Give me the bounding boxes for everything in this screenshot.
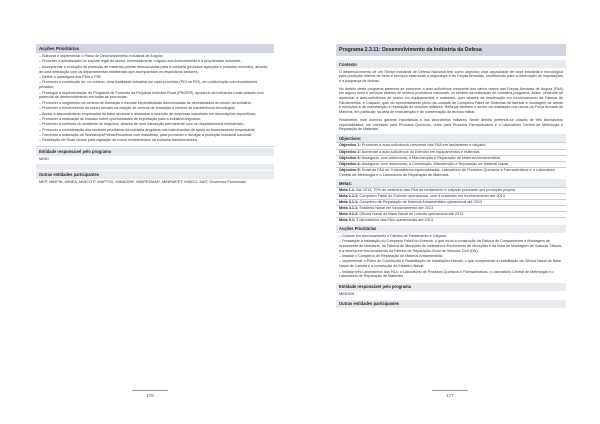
acoes-list xyxy=(336,233,566,282)
objectivos-heading: Objectivos: xyxy=(336,134,566,142)
meta-row-text: Oficina Naval da Base Naval de Luanda operacional até 2013 xyxy=(358,212,464,217)
spacer-bar xyxy=(36,164,274,170)
objectivo-row-text: Promover a auto-suficiência crescente das FAA em fardamento e calçado xyxy=(360,143,486,148)
list-item: – Promover a realização de estudos sobre oportunidades de exportação para a indústria angolana; xyxy=(39,116,201,121)
list-item: – Realização de Road shows para captação de novos investimentos na indústria transformadora. xyxy=(39,138,198,143)
list-item: – Promover o envolvimento do sector privado na criação de centros de formação e centros de transferência tecnológica; xyxy=(39,106,236,111)
program-title: Programa 2.3.11: Desenvolvimento da Indústria da Defesa xyxy=(336,44,566,56)
list-item: – Apoiar a associativismo empresarial de base sectorial e dinamizar a inserção de empresas industriais em associações específicas; xyxy=(39,111,256,116)
list-item: – Colocar em funcionamento a Fábrica de Fardamento e Calçado; xyxy=(339,233,448,238)
list-item: – Fomentar a realização de Workshops/Feiras/Encontros com industriais, para promover e divulgar a produção industrial nacional; xyxy=(39,133,252,138)
objectivo-row-text: Assegurar, com autonomia, a Manutenção e Reparação de Material Armamentista xyxy=(360,155,500,160)
list-item: – Instalar três Laboratórios das FAA: o Laboratório de Produtos Químicos e Farmacêuticos, o Laboratório Central de Metrologia e o Laboratório de Reparação de Materiais. xyxy=(339,269,554,279)
left-program-box xyxy=(36,44,274,186)
list-item: – Promover a melhoria do ambiente de negócios, através de uma interacção permanente com os departamentos ministeriais; xyxy=(39,122,244,127)
metas-list xyxy=(336,187,566,224)
objectivo-row-key: Objectivo 4: xyxy=(339,161,361,166)
meta-row xyxy=(336,217,566,223)
page-number: 177 xyxy=(430,390,470,398)
objectivo-row xyxy=(336,167,566,178)
objectivo-row-key: Objectivo 2: xyxy=(339,149,361,154)
list-item: – Definir o paradigma dos PDIs e PIR; xyxy=(39,74,102,79)
right-program-box xyxy=(336,44,566,308)
meta-row-key: Meta 4.1.1: xyxy=(339,206,359,211)
objectivo-row-key: Objectivo 1: xyxy=(339,143,361,148)
meta-row-text: Complexo de Reparação de Material Armamentista operacional até 2013 xyxy=(358,200,483,205)
objectivo-row-text: Aumentar a auto-suficiência do Exército em equipamentos e materiais xyxy=(360,149,480,154)
list-item: – Prosseguir a instalação do Complexo Fabril do Exército, o que inclui a construção da Fábrica de Componentes e Montagem de Armamento de Infantaria, da Fábrica de Munições de Infantaria e Enchimento de Munições e da linha de Montagem de Viaturas Táticas, e a retoma em funcionamento da Fábrica de Reparação Geral de Veículos Civil (DN); xyxy=(339,238,563,253)
objectivo-row-key: Objectivo 5: xyxy=(339,167,361,172)
meta-row-key: Meta 4.2.2: xyxy=(339,212,359,217)
list-item: – Implementar o Plano de Construção e Reabilitação de Instalações Navais, o que compreende a reabilitação da Oficina Naval da Base Naval de Luanda e a construção do Estaleiro Naval; xyxy=(339,259,561,269)
contexto-paragraph: Finalmente, este domínio garante importância a dos laboratórios militares. Neste âmbito pretende-se criação de três laboratórios especializados: um orientado para Produtos Químicos, outro para Produtos Farmacêuticos e o Laboratório Central de Metrologia e Reparação de Materiais. xyxy=(339,117,563,132)
entidade-value: MINDEN xyxy=(339,291,355,297)
right-page xyxy=(300,0,600,424)
contexto-paragraph: No âmbito deste programa pretende-se promover a auto-suficiência crescente dos vários ramos das Forças Armadas de Angola (FAA) em alguns bens e serviços através de centros produtivos nacionais, no sentido da realização de contratos-programa. Assim, pretende-se aumentar a auto-suficiência do sector em equipamentos e materiais, quer através da reactivação em funcionamento da Fábrica de Fardamentos, e Calçado, quer do aproveitamento pleno da unidade de Complexo Fabril de Sistemas de fabricar e montagem de armas e munições e de manutenção e reparação de veículos militares. Reforçar também o sector na realização nos ramos da Força Armada de Marinha, em particular na área de manutenção e de conservação da técnica militar. xyxy=(339,86,563,115)
list-item: – Instalar o Complexo de Reparação de Material Armamentista; xyxy=(339,253,443,258)
list-item: – Promover a construção de, no mínimo, uma localidade industrial em cada província (PDI ou PIR), em colaboração com investidores privados; xyxy=(39,80,258,90)
meta-row-text: 3 laboratórios das FAA operacionais até 2013 xyxy=(355,218,433,223)
page-number: 176 xyxy=(130,390,170,398)
acoes-heading: Acções Prioritárias xyxy=(336,225,566,233)
list-item: – Proceder à actualização do suporte legal do sector, nomeadamente o ligado aos licenciamento e à propriedade industrial; xyxy=(39,59,241,64)
acoes-list xyxy=(36,53,274,146)
list-item: – Acompanhar a evolução da produção de matérias-primas direccionadas para a indústria (produtos agrícolas e produtos minerais), através de uma interacção com os departamentos ministeriais que acompanham os respectivos sectores; xyxy=(39,64,268,74)
objectivo-row-key: Objectivo 3: xyxy=(339,155,361,160)
list-item: – Proseguir a implementação do Programa de Fomento da Pequena Indústria Rural (PROFIR), apoiando as indústrias rurais através com potencial de desenvolvimento em todas as províncias; xyxy=(39,90,264,100)
contexto-paragraph: O desenvolvimento de um Sector Industrial de Defesa Nacional tem como objectivo criar capacidade de base industrial e tecnológica para produção interna de bens e serviços essenciais à segurança e às Forças Armadas, contribuindo para a diminuição de importações e a poupança de divisas. xyxy=(339,69,563,83)
list-item: – Promover o surgimento de centros de formação e escolas especializadas direccionadas às necessidades do sector da indústria; xyxy=(39,100,252,105)
acoes-heading: Acções Prioritárias xyxy=(36,44,274,53)
meta-row-key: Meta 5.1: xyxy=(339,218,356,223)
meta-row-text: Até 2013, 70% do vestuário das FAA de fardamento e calçado produzido por produção própria xyxy=(355,188,515,192)
entidade-value: MIND xyxy=(39,156,49,162)
entidade-heading: Entidade responsável pelo programa xyxy=(336,283,566,291)
meta-row-key: Meta 1.1: xyxy=(339,188,356,192)
meta-row-key: Meta 2.1.1: xyxy=(339,194,359,199)
objectivo-row-text: Dotar as FAA de 3 laboratórios especializados: Laboratório de Produtos Químicos e Farmacêuticos e o Laboratório Central de Metrologia e o Laboratório de Reparação de Materiais xyxy=(339,167,556,177)
outras-heading: Outras entidades participantes xyxy=(36,171,274,179)
entidade-heading: Entidade responsável pelo programa xyxy=(36,148,274,156)
meta-row-key: Meta 3.1.1: xyxy=(339,200,359,205)
objectivo-row-text: Assegurar, com autonomia, a Construção, Manutenção e Reparação de Material Naval xyxy=(360,161,508,166)
list-item: – Elaborar e implementar o Plano de Desenvolvimento Industrial de Angola; xyxy=(39,54,163,58)
metas-heading: Metas: xyxy=(336,179,566,187)
outras-value: MEP, MINFIN, MINEA, MINCO F. MAPTSS, MINAGRIF, MINPESMAR, MINRMPET, MINCO, MAT, Governos Provinciais xyxy=(39,179,246,185)
divider xyxy=(36,146,274,147)
contexto-heading: Contexto xyxy=(336,60,566,68)
meta-row-text: Estaleiro Naval em funcionamento até 2013 xyxy=(358,206,434,211)
meta-row-text: Complexo Fabril do Exército operacional, com 4 unidades em funcionamento até 2013 xyxy=(358,194,505,199)
outras-heading: Outras entidades participantes xyxy=(336,300,566,308)
objectivos-list xyxy=(336,142,566,178)
list-item: – Promover a consideração dos sectores prioritários da indústria angolana nos instrumentos de apoio ao financiamento empresarial; xyxy=(39,127,256,132)
